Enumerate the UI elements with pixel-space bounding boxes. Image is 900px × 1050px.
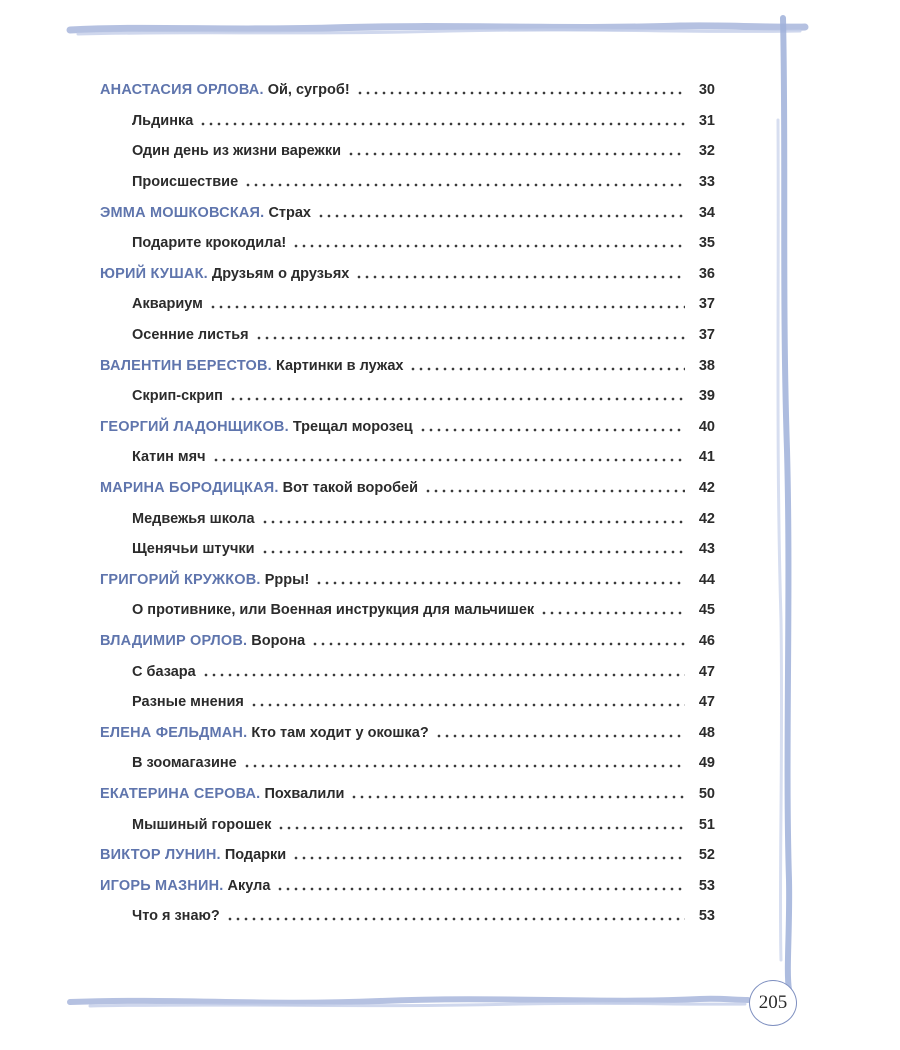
toc-subentry (100, 442, 715, 473)
toc-page-number: 39 (698, 388, 715, 405)
toc-page-number: 32 (698, 143, 715, 160)
toc-page-number: 53 (698, 877, 715, 894)
toc-title: Друзьям о друзьях (211, 265, 350, 282)
toc-subentry (100, 595, 715, 626)
toc-title: Скрип-скрип (132, 388, 223, 405)
toc-page-number: 50 (698, 785, 715, 802)
toc-author-name: ЮРИЙ КУШАК. (100, 265, 208, 282)
dot-leader (356, 91, 685, 95)
toc-page-number: 37 (698, 296, 715, 313)
toc-entry-text (132, 113, 193, 129)
toc-subentry (100, 656, 715, 687)
toc-title: Мышиный горошек (132, 816, 272, 833)
toc-subentry (100, 534, 715, 565)
toc-entry-text (132, 235, 286, 251)
dot-leader (199, 122, 685, 126)
dot-leader (311, 642, 685, 646)
toc-title: Акула (227, 877, 271, 894)
page-number: 205 (758, 992, 788, 1013)
toc-author-name: ИГОРЬ МАЗНИН. (100, 877, 224, 894)
dot-leader (202, 673, 685, 677)
table-of-contents (100, 75, 715, 932)
toc-subentry (100, 687, 715, 718)
toc-author-entry (100, 779, 715, 810)
toc-author-entry (100, 75, 715, 106)
toc-title: Страх (268, 204, 311, 221)
toc-author-entry (100, 565, 715, 596)
dot-leader (276, 887, 685, 891)
toc-subentry (100, 106, 715, 137)
toc-entry-text (132, 694, 244, 710)
toc-author-entry (100, 412, 715, 443)
dot-leader (212, 458, 686, 462)
dot-leader (226, 917, 685, 921)
toc-page-number: 30 (698, 82, 715, 99)
toc-author-entry (100, 870, 715, 901)
toc-entry-text (132, 755, 237, 771)
dot-leader (277, 826, 685, 830)
toc-page-number: 35 (698, 235, 715, 252)
toc-author-name: АНАСТАСИЯ ОРЛОВА. (100, 82, 264, 99)
toc-page-number: 47 (698, 663, 715, 680)
toc-page-number: 47 (698, 694, 715, 711)
toc-entry-text (132, 602, 534, 618)
toc-page-number: 40 (698, 418, 715, 435)
toc-title: Медвежья школа (132, 510, 255, 527)
toc-author-entry (100, 717, 715, 748)
toc-title: Происшествие (132, 174, 239, 191)
toc-title: Картинки в лужах (275, 357, 404, 374)
toc-page-number: 49 (698, 755, 715, 772)
toc-title: Ворона (251, 632, 306, 649)
toc-subentry (100, 748, 715, 779)
toc-entry-text (100, 847, 286, 863)
dot-leader (250, 703, 685, 707)
toc-page-number: 42 (698, 480, 715, 497)
toc-entry-text (100, 878, 270, 894)
bottom-frame-stroke (70, 999, 748, 1003)
toc-author-name: ГРИГОРИЙ КРУЖКОВ. (100, 571, 261, 588)
toc-subentry (100, 809, 715, 840)
toc-page-number: 33 (698, 174, 715, 191)
toc-author-name: ВЛАДИМИР ОРЛОВ. (100, 632, 248, 649)
toc-subentry (100, 381, 715, 412)
toc-entry-text (100, 480, 418, 496)
toc-author-entry (100, 626, 715, 657)
toc-entry-text (132, 817, 271, 833)
toc-entry-text (132, 908, 220, 924)
dot-leader (229, 397, 685, 401)
toc-subentry (100, 289, 715, 320)
toc-title: Ррры! (264, 571, 310, 588)
dot-leader (315, 581, 685, 585)
toc-title: Трещал морозец (292, 418, 413, 435)
toc-author-name: ЭММА МОШКОВСКАЯ. (100, 204, 265, 221)
toc-title: Ой, сугроб! (267, 82, 350, 99)
toc-entry-text (100, 572, 309, 588)
right-frame-stroke (783, 18, 789, 990)
toc-entry-text (132, 143, 341, 159)
dot-leader (244, 183, 685, 187)
dot-leader (424, 489, 685, 493)
dot-leader (350, 795, 685, 799)
toc-author-name: ГЕОРГИЙ ЛАДОНЩИКОВ. (100, 418, 289, 435)
toc-title: Вот такой воробей (282, 480, 418, 497)
toc-page-number: 42 (698, 510, 715, 527)
dot-leader (540, 611, 685, 615)
dot-leader (243, 764, 685, 768)
toc-title: Разные мнения (132, 694, 244, 711)
toc-entry-text (132, 388, 223, 404)
toc-author-name: МАРИНА БОРОДИЦКАЯ. (100, 480, 279, 497)
toc-title: Один день из жизни варежки (132, 143, 342, 160)
toc-title: Льдинка (132, 112, 194, 129)
dot-leader (409, 367, 685, 371)
toc-title: С базара (132, 663, 196, 680)
toc-author-entry (100, 840, 715, 871)
toc-entry-text (100, 266, 349, 282)
toc-title: В зоомагазине (132, 755, 237, 772)
dot-leader (261, 520, 685, 524)
toc-title: О противнике, или Военная инструкция для мальчишек (132, 602, 535, 619)
toc-entry-text (132, 449, 206, 465)
toc-page-number: 48 (698, 724, 715, 741)
toc-page-number: 46 (698, 632, 715, 649)
page-number-badge (749, 980, 797, 1026)
toc-page-number: 36 (698, 265, 715, 282)
dot-leader (435, 734, 685, 738)
toc-author-name: ЕЛЕНА ФЕЛЬДМАН. (100, 724, 248, 741)
toc-entry-text (100, 725, 429, 741)
dot-leader (355, 275, 685, 279)
toc-page-number: 37 (698, 327, 715, 344)
toc-entry-text (132, 511, 255, 527)
toc-page-number: 52 (698, 847, 715, 864)
toc-author-name: ВИКТОР ЛУНИН. (100, 847, 221, 864)
toc-title: Что я знаю? (132, 908, 220, 925)
toc-author-entry (100, 259, 715, 290)
top-frame-stroke (70, 26, 805, 30)
toc-entry-text (132, 664, 196, 680)
toc-title: Подарки (224, 847, 287, 864)
toc-page-number: 45 (698, 602, 715, 619)
toc-subentry (100, 136, 715, 167)
toc-entry-text (132, 327, 249, 343)
toc-entry-text (100, 633, 305, 649)
toc-page-number: 53 (698, 908, 715, 925)
toc-entry-text (100, 358, 403, 374)
toc-page-number: 34 (698, 204, 715, 221)
dot-leader (292, 244, 685, 248)
toc-page-number: 51 (698, 816, 715, 833)
toc-page-number: 31 (698, 112, 715, 129)
toc-entry-text (100, 205, 311, 221)
toc-title: Кто там ходит у окошка? (251, 724, 429, 741)
toc-subentry (100, 167, 715, 198)
toc-title: Похвалили (264, 785, 345, 802)
dot-leader (317, 214, 685, 218)
toc-entry-text (100, 82, 350, 98)
toc-page-number: 41 (698, 449, 715, 466)
dot-leader (292, 856, 685, 860)
toc-title: Подарите крокодила! (132, 235, 287, 252)
toc-subentry (100, 320, 715, 351)
toc-page-number: 44 (698, 571, 715, 588)
toc-subentry (100, 901, 715, 932)
toc-title: Щенячьи штучки (132, 541, 255, 558)
dot-leader (255, 336, 685, 340)
toc-title: Осенние листья (132, 327, 249, 344)
toc-page-number: 43 (698, 541, 715, 558)
toc-subentry (100, 503, 715, 534)
dot-leader (261, 550, 685, 554)
toc-page-number: 38 (698, 357, 715, 374)
toc-entry-text (132, 541, 255, 557)
toc-entry-text (100, 419, 413, 435)
dot-leader (347, 152, 685, 156)
toc-title: Катин мяч (132, 449, 206, 466)
toc-author-name: ЕКАТЕРИНА СЕРОВА. (100, 785, 261, 802)
dot-leader (419, 428, 685, 432)
toc-title: Аквариум (132, 296, 203, 313)
toc-author-name: ВАЛЕНТИН БЕРЕСТОВ. (100, 357, 272, 374)
toc-entry-text (132, 296, 203, 312)
toc-author-entry (100, 197, 715, 228)
toc-author-entry (100, 350, 715, 381)
toc-subentry (100, 228, 715, 259)
dot-leader (209, 305, 685, 309)
toc-entry-text (132, 174, 238, 190)
toc-entry-text (100, 786, 344, 802)
toc-author-entry (100, 473, 715, 504)
